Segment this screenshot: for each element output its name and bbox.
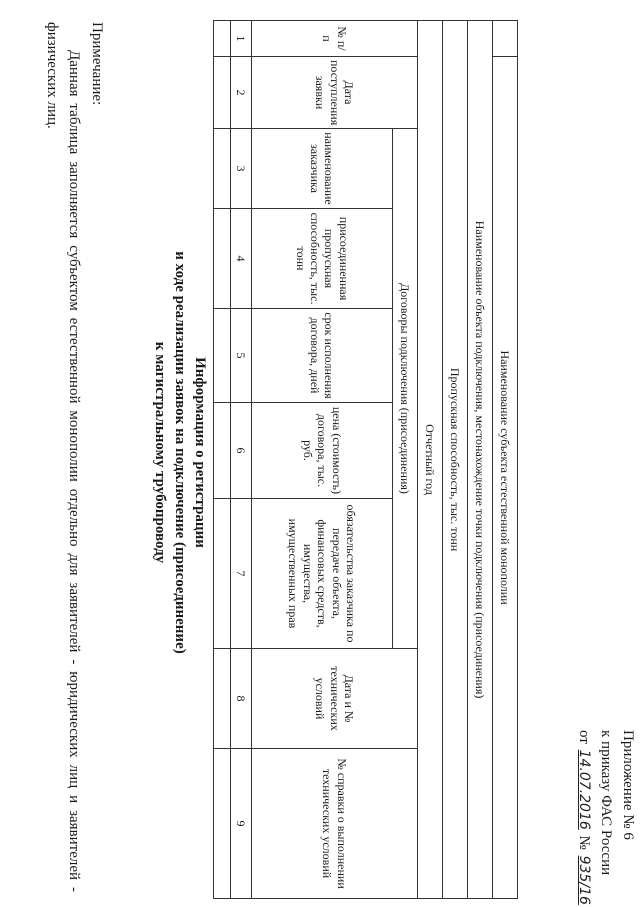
table-row-empty <box>214 21 231 899</box>
contracts-group-header: Договоры подключения (присоединения) <box>393 129 418 649</box>
column-number: 5 <box>231 309 252 403</box>
row-connection-object: Наименование объекта подключения, местонахождение точки подключения (присоединения) <box>468 21 493 899</box>
col-header-application-date: Дата поступления заявки <box>252 57 418 129</box>
document-title-line-3: к магистральному трубопроводу <box>152 341 168 564</box>
column-number: 2 <box>231 57 252 129</box>
col-header-number: № п/п <box>252 21 418 57</box>
column-number: 1 <box>231 21 252 57</box>
row-throughput: Пропускная способность, тыс. тонн <box>443 21 468 899</box>
table-row-numbers <box>231 21 252 899</box>
annex-number-handwritten: 935/16 <box>576 855 592 905</box>
table-row <box>418 21 443 899</box>
table-row <box>443 21 468 899</box>
column-number: 7 <box>231 499 252 649</box>
column-number: 4 <box>231 209 252 309</box>
row-reporting-year: Отчетный год <box>418 21 443 899</box>
annex-order-ref: к приказу ФАС России <box>598 730 614 876</box>
col-header-connected-capacity: присоединенная пропускная способность, тыс. тонн <box>252 209 393 309</box>
column-number: 3 <box>231 129 252 209</box>
column-number: 6 <box>231 403 252 499</box>
annex-label: Приложение № 6 <box>620 730 636 840</box>
annex-date-line <box>575 730 592 907</box>
column-number: 8 <box>231 649 252 749</box>
annex-date-prefix: от <box>576 730 592 744</box>
row-monopoly-name: Наименование субъекта естественной монополии <box>493 57 518 899</box>
annex-number-label: № <box>576 835 592 850</box>
note-label: Примечание: <box>89 22 105 106</box>
col-header-certificate: № справки о выполнении технических условий <box>252 749 418 899</box>
document-title-line-2: и ходе реализации заявок на подключение (присоединение) <box>172 251 188 654</box>
col-header-contract-price: цена (стоимость) договора, тыс. руб. <box>252 403 393 499</box>
table-row <box>493 21 518 899</box>
annex-date-handwritten: 14.07.2016 <box>576 749 592 830</box>
document-title-line-1: Информация о регистрации <box>192 357 208 548</box>
note-text: Данная таблица заполняется субъектом естественной монополии отдельно для заявителей - юридических лиц и заявителей - физических лиц. <box>44 22 82 892</box>
col-header-tech-conditions: Дата и № технических условий <box>252 649 418 749</box>
col-header-customer: наименование заказчика <box>252 129 393 209</box>
registration-table <box>213 20 518 899</box>
table-row <box>393 21 418 899</box>
column-number: 9 <box>231 749 252 899</box>
table-row <box>468 21 493 899</box>
col-header-customer-obligations: обязательства заказчика по передаче объекта, финансовых средств, имущества, имущественных прав <box>252 499 393 649</box>
col-header-contract-term: срок исполнения договора, дней <box>252 309 393 403</box>
